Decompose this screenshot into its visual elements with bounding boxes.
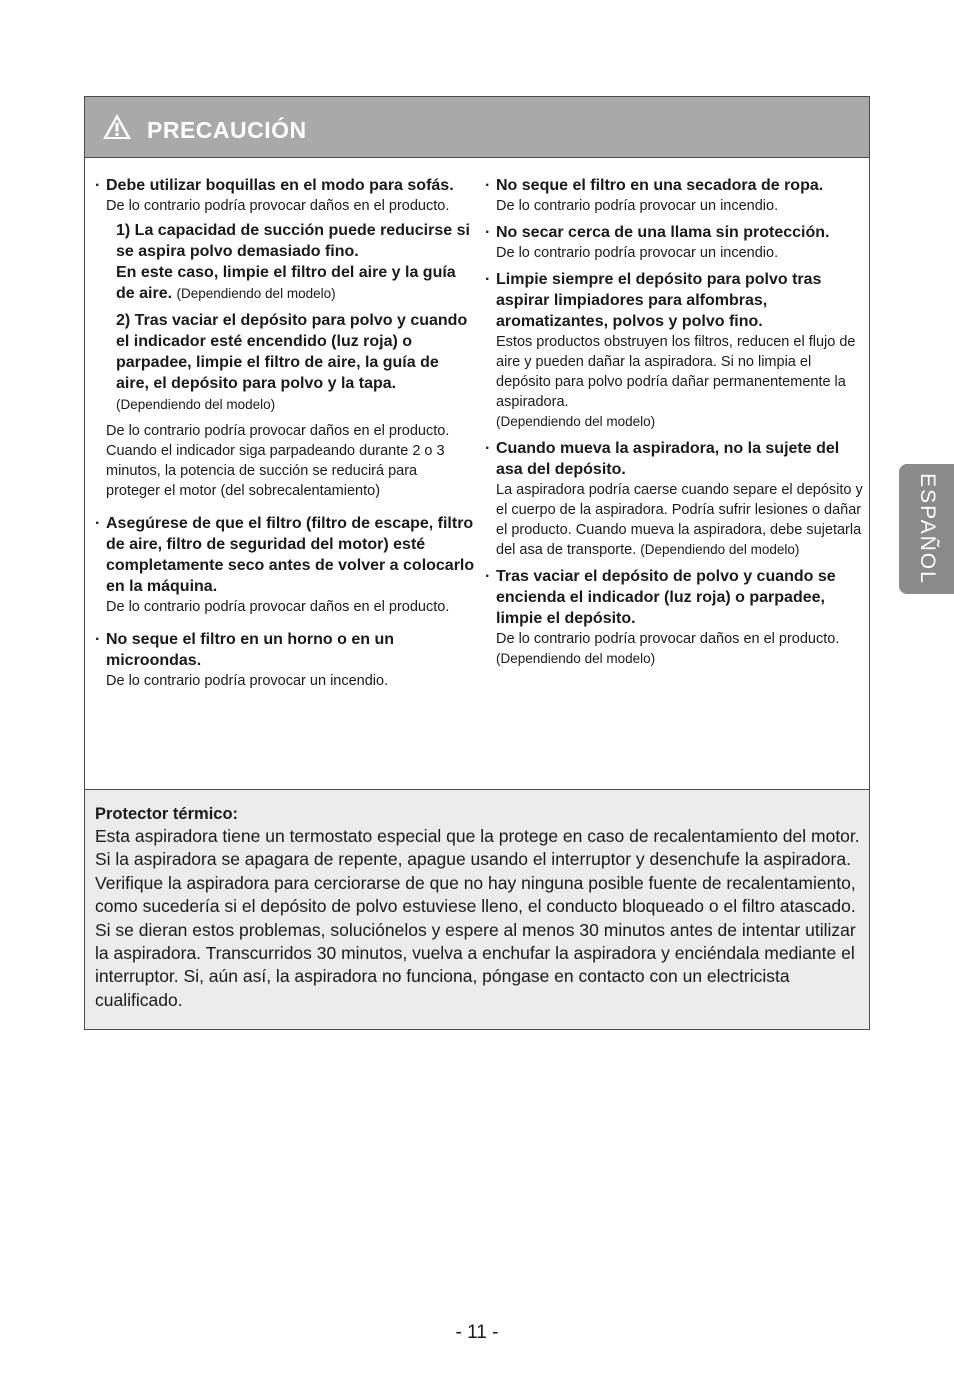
bullet: · xyxy=(95,515,101,532)
item-text: De lo contrario podría provocar daños en el producto. xyxy=(106,599,450,615)
bullet: · xyxy=(485,177,491,194)
item-text xyxy=(496,629,863,669)
bullet: · xyxy=(485,224,491,241)
item-heading: Tras vaciar el depósito de polvo y cuando se encienda el indicador (luz roja) o parpadee, limpie el depósito. xyxy=(496,568,836,627)
list-item xyxy=(485,566,863,669)
item-heading: Limpie siempre el depósito para polvo tras aspirar limpiadores para alfombras, aromatizantes, polvos y polvo fino. xyxy=(496,271,822,330)
thermal-protector-note xyxy=(85,789,869,1029)
item-text: Estos productos obstruyen los filtros, reducen el flujo de aire y pueden dañar la aspiradora. Si no limpia el depósito para polvo podría dañar permanentemente la aspiradora. xyxy=(496,334,856,410)
right-column xyxy=(485,175,863,675)
model-note: (Dependiendo del modelo) xyxy=(116,397,276,412)
item-text: De lo contrario podría provocar un incendio. xyxy=(106,673,389,689)
bullet: · xyxy=(485,271,491,288)
model-note: (Dependiendo del modelo) xyxy=(496,651,656,666)
bullet: · xyxy=(95,631,101,648)
sub-item-heading-text: 2) Tras vaciar el depósito para polvo y cuando el indicador esté encendido (luz roja) o parpadee, limpie el filtro de aire, la guía de aire, el depósito para polvo y la tapa. xyxy=(116,312,468,392)
model-note: (Dependiendo del modelo) xyxy=(496,414,656,429)
list-item xyxy=(95,175,475,501)
left-column xyxy=(95,175,475,697)
model-note: (Dependiendo del modelo) xyxy=(640,542,800,557)
item-text: De lo contrario podría provocar daños en el producto. xyxy=(106,198,450,214)
sub-item-heading-2: En este caso, limpie el filtro del aire y la guía de aire. xyxy=(116,264,456,302)
item-heading: Debe utilizar boquillas en el modo para sofás. xyxy=(106,177,454,194)
caution-title: PRECAUCIÓN xyxy=(147,117,307,143)
item-text xyxy=(496,480,863,560)
item-heading: Asegúrese de que el filtro (filtro de escape, filtro de aire, filtro de seguridad del motor) esté completamente seco antes de volver a colocarlo en la máquina. xyxy=(106,515,475,595)
language-tab xyxy=(899,464,954,594)
item-text-main: La aspiradora podría caerse cuando separe el depósito y el cuerpo de la aspiradora. Podría sufrir lesiones o dañar el producto. Cuando mueva la aspiradora, debe sujetarla del asa de transporte. xyxy=(496,482,863,558)
caution-header xyxy=(85,97,869,158)
item-heading: No seque el filtro en una secadora de ropa. xyxy=(496,177,824,194)
sub-item-heading: 1) La capacidad de succión puede reducirse si se aspira polvo demasiado fino. xyxy=(116,222,470,260)
warning-triangle-icon xyxy=(102,113,132,140)
bullet: · xyxy=(485,568,491,585)
list-item xyxy=(485,269,863,432)
note-title: Protector térmico: xyxy=(95,805,239,823)
sub-item-2 xyxy=(116,310,475,415)
sub-item-heading xyxy=(116,310,475,415)
caution-box xyxy=(84,96,870,1030)
item-text: De lo contrario podría provocar un incendio. xyxy=(496,245,779,261)
item-text-main: De lo contrario podría provocar daños en el producto. xyxy=(496,631,840,647)
item-heading: No seque el filtro en un horno o en un microondas. xyxy=(106,631,394,669)
list-item xyxy=(485,175,863,216)
sub-item-heading-cont xyxy=(116,262,475,304)
list-item xyxy=(95,629,475,691)
language-tab-label: ESPAÑOL xyxy=(915,473,939,585)
note-text: Esta aspiradora tiene un termostato especial que la protege en caso de recalentamiento del motor. Si la aspiradora se apagara de repente, apague usando el interruptor y desenchufe la aspiradora. Verifique la aspiradora para cerciorarse de que no hay ninguna posible fuente de recalentamiento, como sucedería si el depósito de polvo estuviese lleno, el conducto bloqueado o el filtro atascado. Si se dieran estos problemas, soluciónelos y espere al menos 30 minutos antes de intentar utilizar la aspiradora. Transcurridos 30 minutos, vuelva a enchufar la aspiradora y enciéndala mediante el interruptor. Si, aún así, la aspiradora no funciona, póngase en contacto con un electricista cualificado. xyxy=(95,826,860,1010)
list-item xyxy=(485,222,863,263)
bullet: · xyxy=(95,177,101,194)
sub-item-1 xyxy=(116,220,475,304)
model-note: (Dependiendo del modelo) xyxy=(176,286,336,301)
item-heading: Cuando mueva la aspiradora, no la sujete del asa del depósito. xyxy=(496,440,840,478)
bullet: · xyxy=(485,440,491,457)
page-number: - 11 - xyxy=(455,1322,499,1343)
list-item xyxy=(95,513,475,617)
item-heading: No secar cerca de una llama sin protección. xyxy=(496,224,830,241)
item-text: De lo contrario podría provocar daños en el producto. Cuando el indicador siga parpadeando durante 2 o 3 minutos, la potencia de succión se reducirá para proteger el motor (del sobrecalentamiento) xyxy=(106,423,450,499)
list-item xyxy=(485,438,863,560)
item-text: De lo contrario podría provocar un incendio. xyxy=(496,198,779,214)
